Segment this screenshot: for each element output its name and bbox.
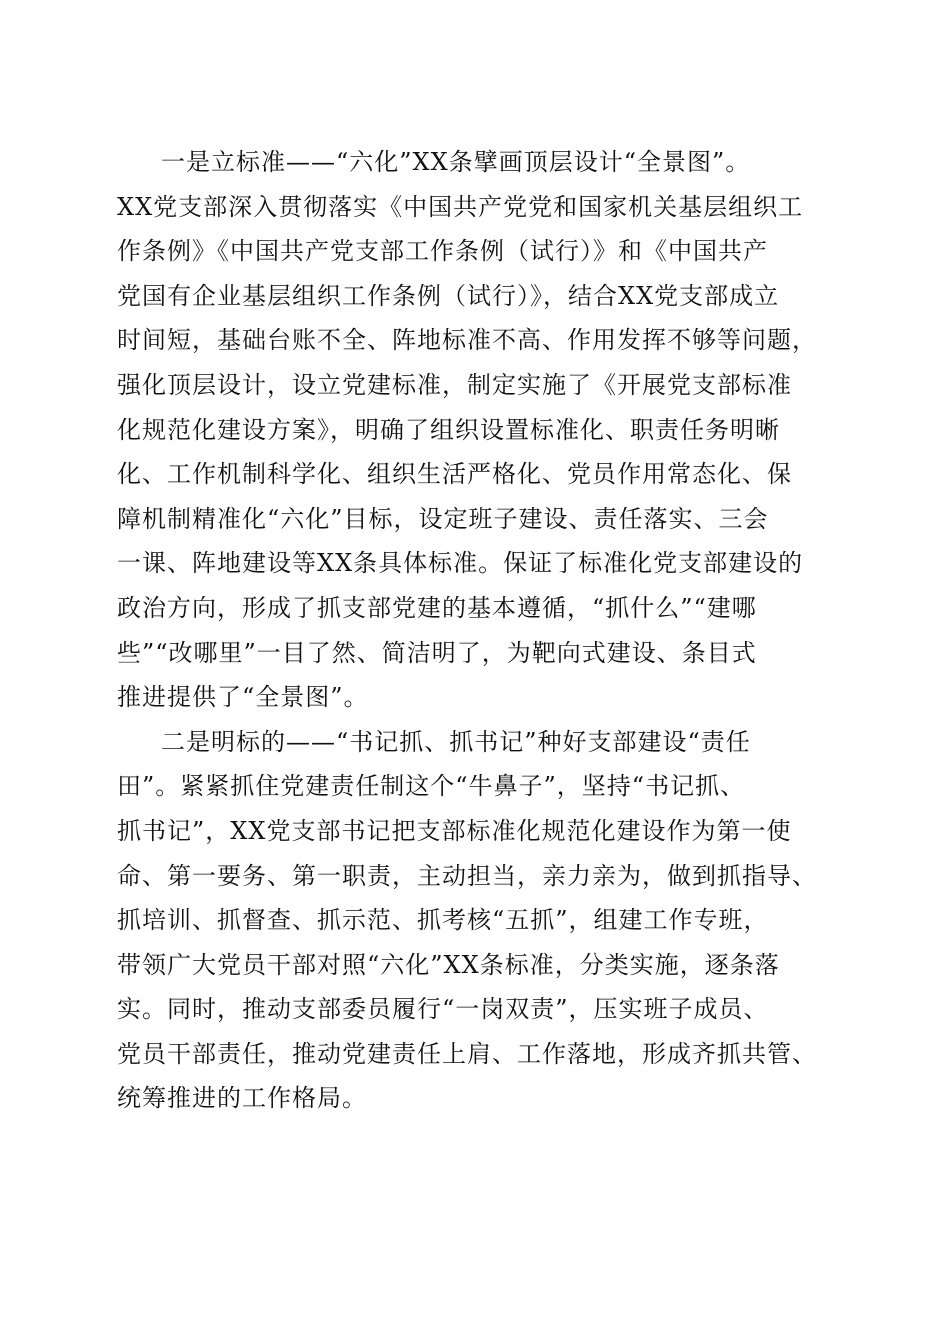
paragraph-2-line-6: 带领广大党员干部对照“六化”XX条标准，分类实施，逐条落 xyxy=(117,950,780,979)
paragraph-1-line-7: 化规范化建设方案》，明确了组织设置标准化、职责任务明晰 xyxy=(117,415,780,444)
paragraph-1-line-6: 强化顶层设计，设立党建标准，制定实施了《开展党支部标准 xyxy=(117,370,792,399)
paragraph-2-line-8: 党员干部责任，推动党建责任上肩、工作落地，形成齐抓共管、 xyxy=(117,1039,817,1068)
paragraph-2-line-2: 田”。紧紧抓住党建责任制这个“牛鼻子”，坚持“书记抓、 xyxy=(117,772,746,801)
paragraph-1-line-11: 政治方向，形成了抓支部党建的基本遵循，“抓什么”“建哪 xyxy=(117,593,757,622)
paragraph-1-line-1: 一是立标准——“六化”XX条擘画顶层设计“全景图”。 xyxy=(161,148,751,176)
paragraph-1-line-12: 些”“改哪里”一目了然、简洁明了，为靶向式建设、条目式 xyxy=(117,638,757,667)
document-body xyxy=(117,140,852,1121)
paragraph-2-line-5: 抓培训、抓督查、抓示范、抓考核“五抓”，组建工作专班， xyxy=(117,906,769,935)
paragraph-1-line-10: 一课、阵地建设等XX条具体标准。保证了标准化党支部建设的 xyxy=(117,549,804,578)
paragraph-1-line-8: 化、工作机制科学化、组织生活严格化、党员作用常态化、保 xyxy=(117,460,792,489)
paragraph-2-line-3: 抓书记”，XX党支部书记把支部标准化规范化建设作为第一使 xyxy=(117,816,792,845)
paragraph-1-line-9: 障机制精准化“六化”目标，设定班子建设、责任落实、三会 xyxy=(117,504,769,533)
paragraph-2-line-7: 实。同时，推动支部委员履行“一岗双责”，压实班子成员、 xyxy=(117,995,769,1024)
paragraph-2-line-4: 命、第一要务、第一职责，主动担当，亲力亲为，做到抓指导、 xyxy=(117,861,817,890)
paragraph-1-line-5: 时间短，基础台账不全、阵地标准不高、作用发挥不够等问题， xyxy=(117,326,817,355)
paragraph-2-line-1: 二是明标的——“书记抓、抓书记”种好支部建设“责任 xyxy=(161,727,751,756)
paragraph-1-line-3: 作条例》《中国共产党支部工作条例（试行）》和《中国共产 xyxy=(117,237,768,266)
paragraph-1-line-13: 推进提供了“全景图”。 xyxy=(117,683,369,712)
paragraph-2-line-9: 统筹推进的工作格局。 xyxy=(117,1084,367,1113)
paragraph-1-line-4: 党国有企业基层组织工作条例（试行）》，结合XX党支部成立 xyxy=(117,281,780,310)
paragraph-1-line-2: XX党支部深入贯彻落实《中国共产党党和国家机关基层组织工 xyxy=(117,192,804,221)
